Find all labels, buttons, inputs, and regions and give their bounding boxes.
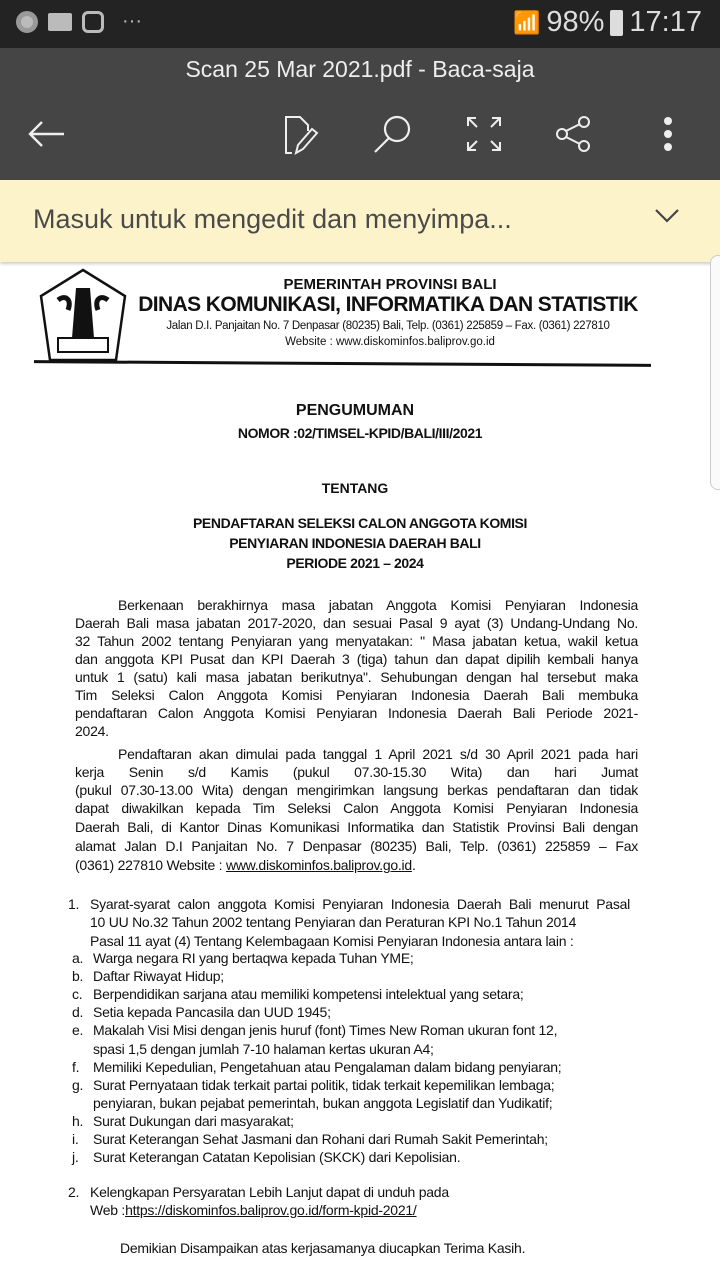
paragraph-2-line: (pukul 07.30-13.00 Wita) dengan mengirimkan langsung berkas pendaftaran dan tidak: [75, 782, 638, 798]
sign-in-banner[interactable]: [0, 180, 720, 262]
web-label: Web :: [90, 1202, 126, 1218]
list-1-line: Pasal 11 ayat (4) Tentang Kelembagaan Komisi Penyiaran Indonesia antara lain :: [90, 933, 574, 949]
punctuation: .: [411, 857, 416, 873]
sublist-item: Makalah Visi Misi dengan jenis huruf (font) Times New Roman ukuran font 12,: [93, 1022, 558, 1039]
list-2-line: [90, 1202, 417, 1218]
pdf-page: [0, 262, 720, 1280]
list-2-line: Kelengkapan Persyaratan Lebih Lanjut dapat di unduh pada: [90, 1184, 449, 1200]
list-number: 2.: [68, 1184, 80, 1200]
list-1-line: Syarat-syarat calon anggota Komisi Penyiaran Indonesia Daerah Bali menurut Pasal: [90, 896, 630, 912]
sublist-letter: i.: [72, 1131, 79, 1147]
sublist-item: Surat Pernyataan tidak terkait partai politik, tidak terkait kepemilikan lembaga;: [93, 1076, 555, 1093]
paragraph-2-line: Pendaftaran akan dimulai pada tanggal 1 April 2021 s/d 30 April 2021 pada hari: [118, 746, 638, 762]
paragraph-1-line: 2024.: [75, 723, 109, 739]
banner-text: Masuk untuk mengedit dan menyimpa...: [33, 204, 512, 234]
sublist-item: Surat Keterangan Sehat Jasmani dan Rohani dari Rumah Sakit Pemerintah;: [93, 1131, 548, 1147]
edit-button[interactable]: [278, 110, 326, 158]
website-label: (0361) 227810 Website :: [75, 857, 226, 873]
share-icon: [554, 114, 594, 154]
paragraph-1-line: pendaftaran Calon Anggota Komisi Penyiaran Indonesia Daerah Bali Periode 2021-: [75, 705, 638, 721]
paragraph-1-line: Tim Seleksi Calon Anggota Komisi Penyiaran Indonesia Daerah Bali membuka: [75, 687, 638, 703]
sublist-letter: c.: [72, 986, 83, 1003]
form-link[interactable]: https://diskominfos.baliprov.go.id/form-kpid-2021/: [125, 1202, 417, 1218]
sublist-item: Setia kepada Pancasila dan UUD 1945;: [93, 1004, 331, 1021]
search-button[interactable]: [368, 110, 416, 158]
sublist-item: Surat Dukungan dari masyarakat;: [93, 1112, 294, 1129]
expand-icon: [466, 116, 502, 152]
sublist-item: Surat Keterangan Catatan Kepolisian (SKCK) dari Kepolisian.: [93, 1149, 461, 1166]
subject-line: PENYIARAN INDONESIA DAERAH BALI: [229, 535, 481, 551]
app-header: [0, 48, 720, 180]
paragraph-2-line: dapat diwakilkan kepada Tim Seleksi Calon Anggota Komisi Penyiaran Indonesia: [75, 800, 638, 816]
fullscreen-button[interactable]: [460, 110, 508, 158]
letterhead-address: Jalan D.I. Panjaitan No. 7 Denpasar (80235) Bali, Telp. (0361) 225859 – Fax. (0361) 227810: [166, 320, 610, 332]
mail-icon: [48, 13, 72, 31]
sublist-letter: f.: [72, 1058, 80, 1075]
letterhead-government: PEMERINTAH PROVINSI BALI: [283, 276, 497, 293]
paragraph-1-line: Berkenaan berakhirnya masa jabatan Anggota Komisi Penyiaran Indonesia: [118, 597, 638, 613]
status-bar: [0, 0, 720, 48]
clock: 17:17: [629, 6, 702, 38]
more-options-button[interactable]: [644, 110, 692, 158]
scrollbar-handle[interactable]: [710, 255, 720, 490]
battery-icon: [610, 10, 623, 36]
sublist-item: Memiliki Kepedulian, Pengetahuan atau Pengalaman dalam bidang penyiaran;: [93, 1058, 562, 1075]
paragraph-2-line: Daerah Bali, di Kantor Dinas Komunikasi Informatika dan Statistik Provinsi Bali dengan: [75, 819, 638, 835]
sublist-letter: h.: [72, 1112, 84, 1129]
paragraph-1-line: Daerah Bali masa jabatan 2017-2020, dan sesuai Pasal 9 ayat (3) Undang-Undang No.: [75, 615, 638, 631]
closing-text: Demikian Disampaikan atas kerjasamanya diucapkan Terima Kasih.: [120, 1240, 526, 1256]
sublist-item: spasi 1,5 dengan jumlah 7-10 halaman kertas ukuran A4;: [93, 1040, 434, 1057]
sublist-letter: e.: [72, 1022, 84, 1039]
sublist-letter: d.: [72, 1004, 84, 1021]
paragraph-1-line: 32 Tahun 2002 tentang Penyiaran yang menyatakan: " Masa jabatan ketua, wakil ketua: [75, 633, 638, 649]
wifi-icon: 📶: [512, 9, 541, 35]
document-title: Scan 25 Mar 2021.pdf - Baca-saja: [185, 56, 535, 82]
announcement-title: PENGUMUMAN: [295, 402, 415, 419]
list-1-line: 10 UU No.32 Tahun 2002 tentang Penyiaran dan Peraturan KPI No.1 Tahun 2014: [90, 914, 577, 930]
letterhead-department: DINAS KOMUNIKASI, INFORMATIKA DAN STATISTIK: [138, 293, 638, 316]
letterhead-divider: [34, 360, 651, 367]
battery-percent: 98%: [546, 6, 605, 38]
sublist-item: Warga negara RI yang bertaqwa kepada Tuhan YME;: [93, 950, 414, 966]
more-notifications: ···: [122, 10, 142, 32]
paragraph-1-line: dan anggota KPI Pusat dan KPI Daerah 3 (tiga) tahun dan dapat dipilih kembali hanya: [75, 651, 638, 667]
announcement-number: NOMOR :02/TIMSEL-KPID/BALI/III/2021: [237, 425, 483, 441]
chrome-icon: [16, 11, 38, 33]
chevron-down-icon[interactable]: [654, 208, 680, 224]
sublist-letter: g.: [72, 1076, 84, 1093]
sublist-item: Daftar Riwayat Hidup;: [93, 968, 224, 985]
paragraph-2-line: kerja Senin s/d Kamis (pukul 07.30-15.30 Wita) dan hari Jumat: [75, 764, 638, 780]
bali-emblem-logo: [38, 268, 128, 363]
sublist-item: Berpendidikan sarjana atau memiliki kompetensi intelektual yang setara;: [93, 986, 524, 1003]
list-number: 1.: [68, 896, 80, 912]
search-icon: [371, 113, 413, 155]
sublist-letter: a.: [72, 950, 84, 966]
more-vertical-icon: [663, 116, 673, 152]
arrow-left-icon: [26, 119, 66, 149]
subject-line: PENDAFTARAN SELEKSI CALON ANGGOTA KOMISI: [192, 515, 527, 531]
sublist-letter: j.: [72, 1149, 79, 1166]
back-button[interactable]: [22, 110, 70, 158]
edit-document-icon: [282, 113, 322, 155]
subject-line: PERIODE 2021 – 2024: [286, 555, 424, 571]
tentang-label: TENTANG: [321, 480, 389, 496]
paragraph-1-line: untuk 1 (satu) kali masa jabatan berikutnya". Sehubungan dengan hal tersebut maka: [75, 669, 638, 685]
paragraph-2-line: alamat Jalan D.I Panjaitan No. 7 Denpasar (80235) Bali, Telp. (0361) 225859 – Fax: [75, 838, 638, 854]
share-button[interactable]: [550, 110, 598, 158]
instagram-icon: [82, 11, 104, 33]
paragraph-2-line: [75, 857, 416, 873]
letterhead-website: Website : www.diskominfos.baliprov.go.id: [285, 336, 495, 348]
website-link[interactable]: www.diskominfos.baliprov.go.id: [225, 857, 412, 873]
sublist-item: penyiaran, bukan pejabat pemerintah, bukan anggota Legislatif dan Yudikatif;: [93, 1094, 553, 1111]
sublist-letter: b.: [72, 968, 84, 985]
